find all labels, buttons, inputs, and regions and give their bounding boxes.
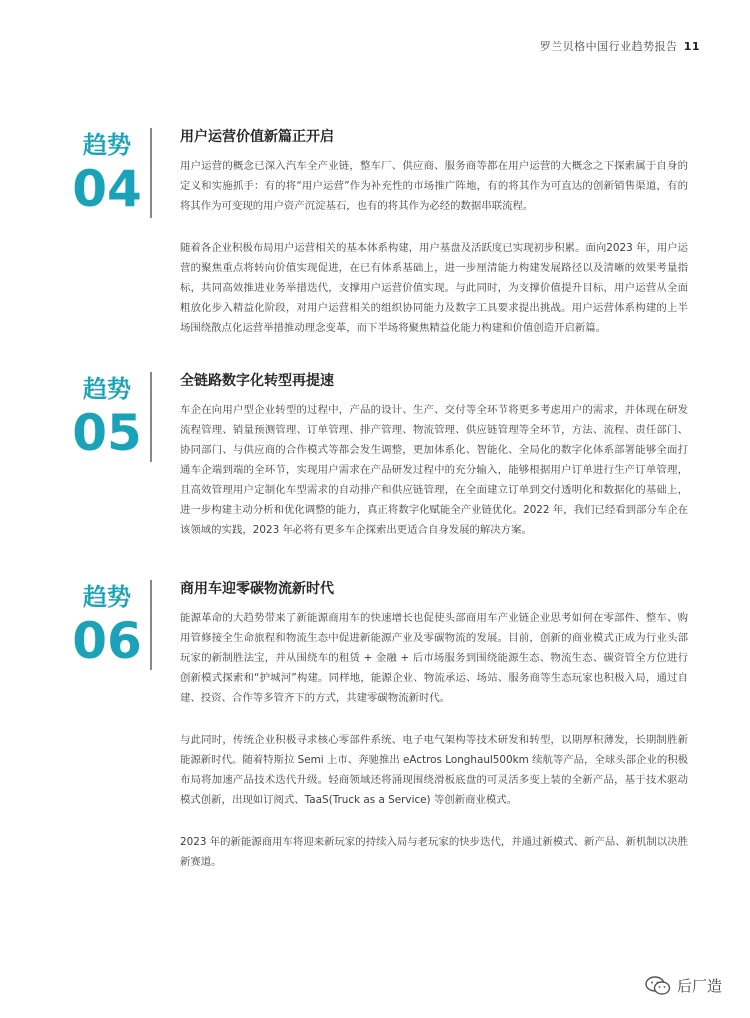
vertical-divider (150, 128, 152, 218)
trend-number: 04 (72, 160, 142, 218)
watermark (645, 975, 722, 996)
trend-content (180, 372, 688, 540)
trend-label (72, 582, 142, 668)
vertical-divider (150, 372, 152, 462)
trend-paragraph: 2023 年的新能源商用车将迎来新玩家的持续入局与老玩家的快步迭代，并通过新模式、新产品、新机制以决胜新赛道。 (180, 836, 688, 868)
trend-heading: 用户运营价值新篇正开启 (180, 129, 334, 145)
trend-content (180, 580, 688, 872)
trend-paragraph: 车企在向用户型企业转型的过程中，产品的设计、生产、交付等全环节将更多考虑用户的需求，并体现在研发流程管理、销量预测管理、订单管理、排产管理、物流管理、供应链管理等全环节，方法、流程、责任部门、协同部门、与供应商的合作模式等都会发生调整，更加体系化、智能化、全局化的数字化体系部署能够全面打通车企端到端的全环节，实现用户需求在产品研发过程中的充分输入，能够根据用户订单进行生产订单管理，且高效管理用户定制化车型需求的自动排产和供应链管理，在全面建立订单到交付透明化和数据化的基础上，进一步构建主动分析和优化调整的能力，真正将数字化赋能全产业链优化。2022 年，我们已经看到部分车企在该领域的实践，2023 年必将有更多车企探索出更适合自身发展的解决方案。 (180, 404, 688, 536)
trend-number: 05 (72, 404, 142, 462)
trend-paragraph: 能源革命的大趋势带来了新能源商用车的快速增长也促使头部商用车产业链企业思考如何在零部件、整车、购用管修接全生命旅程和物流生态中促进新能源产业及零碳物流的发展。目前，创新的商业模式正成为行业头部玩家的新制胜法宝，并从围绕车的租赁 + 金融 + 后市场服务到围绕能源生态、物流生态、碳资管全方位进行创新模式探索和“护城河”构建。同样地，能源企业、物流承运、场站、服务商等生态玩家也积极入局，通过自建、投资、合作等多管齐下的方式，共建零碳物流新时代。 (180, 612, 688, 704)
trend-paragraph: 与此同时，传统企业积极寻求核心零部件系统、电子电气架构等技术研发和转型，以期厚积薄发，长期制胜新能源新时代。随着特斯拉 Semi 上市、奔驰推出 eActros Longhaul500km 续航等产品，全球头部企业的积极布局将加速产品技术迭代升级。轻商领域还将涌现围绕滑板底盘的可灵活多变上装的全新产品，基于技术驱动模式创新，出现如订阅式、TaaS(Truck as a Service) 等创新商业模式。 (180, 734, 688, 806)
page-header (540, 38, 700, 54)
trend-word: 趋势 (83, 131, 131, 159)
watermark-text: 后厂造 (676, 977, 722, 995)
vertical-divider (150, 580, 152, 670)
wechat-icon (645, 976, 671, 996)
trend-paragraph: 用户运营的概念已深入汽车全产业链，整车厂、供应商、服务商等都在用户运营的大概念之下探索属于自身的定义和实施抓手：有的将“用户运营”作为补充性的市场推广阵地，有的将其作为可直达的创新销售渠道，有的将其作为可变现的用户资产沉淀基石，也有的将其作为必经的数据串联流程。 (180, 160, 688, 212)
trend-word: 趋势 (83, 583, 131, 611)
trend-number: 06 (72, 612, 142, 670)
report-title: 罗兰贝格中国行业趋势报告 (539, 40, 678, 53)
trend-paragraph: 随着各企业积极布局用户运营相关的基本体系构建，用户基盘及活跃度已实现初步积累。面向2023 年，用户运营的聚焦重点将转向价值实现促进，在已有体系基础上，进一步厘清能力构建发展路径以及清晰的效果考量指标，共同高效推进业务举措迭代，支撑用户运营价值实现。与此同时，为支撑价值提升目标，用户运营从全面粗放化步入精益化阶段，对用户运营相关的组织协同能力及数字工具要求提出挑战。用户运营体系构建的上半场围绕散点化运营举措推动理念变革，而下半场将聚焦精益化能力构建和价值创造开启新篇。 (180, 242, 688, 334)
trend-label (72, 130, 142, 216)
trend-content (180, 128, 688, 338)
trend-word: 趋势 (83, 375, 131, 403)
page-number: 11 (683, 40, 700, 53)
trend-heading: 全链路数字化转型再提速 (180, 373, 334, 389)
trend-label (72, 374, 142, 460)
trend-heading: 商用车迎零碳物流新时代 (180, 581, 334, 597)
